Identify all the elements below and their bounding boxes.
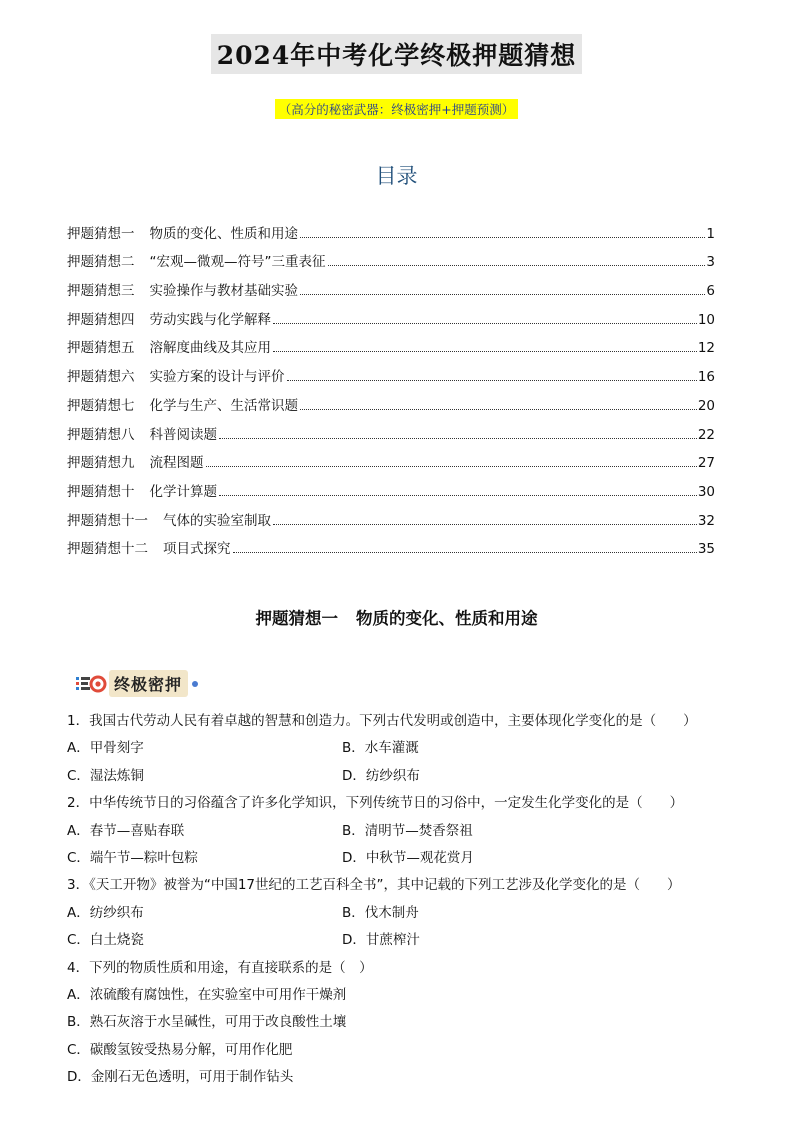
toc-leader-dots — [233, 551, 697, 553]
section-badge — [75, 670, 198, 697]
question-list — [67, 708, 727, 1091]
toc-entry-label: “宏观—微观—符号”三重表征 — [149, 254, 326, 271]
section-number: 押题猜想一 — [255, 609, 338, 628]
option-d: D．甘蔗榨汁 — [342, 932, 420, 949]
toc-entry-page: 22 — [697, 426, 715, 443]
toc-entry-page: 3 — [706, 254, 715, 271]
option-row — [67, 818, 727, 845]
toc-entry-number: 押题猜想七 — [67, 397, 135, 414]
toc-entry-number: 押题猜想十二 — [67, 541, 148, 558]
question-stem: 4．下列的物质性质和用途，有直接联系的是（ ） — [67, 959, 373, 976]
toc-leader-dots — [273, 350, 697, 352]
option-d: D．金刚石无色透明，可用于制作钻头 — [67, 1069, 294, 1086]
toc-entry[interactable] — [67, 270, 715, 299]
toc-entry-label: 实验操作与教材基础实验 — [149, 283, 298, 300]
option-row — [67, 763, 727, 790]
toc-entry-page: 16 — [697, 369, 715, 386]
question-stem: 2．中华传统节日的习俗蕴含了许多化学知识，下列传统节日的习俗中，一定发生化学变化的是（ ） — [67, 795, 684, 812]
option-b: B．水车灌溉 — [342, 740, 419, 757]
option-c: C．碳酸氢铵受热易分解，可用作化肥 — [67, 1041, 293, 1058]
toc-entry[interactable] — [67, 328, 715, 357]
option-a: A．浓硫酸有腐蚀性，在实验室中可用作干燥剂 — [67, 986, 347, 1003]
toc-entry-label: 溶解度曲线及其应用 — [149, 340, 271, 357]
document-title: 2024年中考化学终极押题猜想 — [211, 34, 583, 74]
toc-entry-page: 35 — [697, 541, 715, 558]
toc-entry-page: 10 — [697, 311, 715, 328]
toc-leader-dots — [300, 293, 705, 295]
question-stem: 3．《天工开物》被誉为“中国17世纪的工艺百科全书”，其中记载的下列工艺涉及化学变化的是（ ） — [67, 877, 681, 894]
toc-leader-dots — [273, 523, 697, 525]
toc-entry[interactable] — [67, 471, 715, 500]
toc-leader-dots — [328, 264, 706, 266]
toc-entry-page: 27 — [697, 455, 715, 472]
toc-entry[interactable] — [67, 414, 715, 443]
toc-entry-number: 押题猜想五 — [67, 340, 135, 357]
option-d: D．中秋节—观花赏月 — [342, 849, 474, 866]
title-wrap — [0, 34, 793, 74]
toc-entry[interactable] — [67, 213, 715, 242]
toc-entry-page: 20 — [697, 397, 715, 414]
option-d: D．纺纱织布 — [342, 767, 420, 784]
toc-entry-label: 实验方案的设计与评价 — [149, 369, 285, 386]
toc-entry-page: 6 — [706, 283, 715, 300]
toc-entry-label: 项目式探究 — [163, 541, 231, 558]
toc-entry-label: 化学与生产、生活常识题 — [149, 397, 298, 414]
option-b: B．伐木制舟 — [342, 904, 419, 921]
document-subtitle: （高分的秘密武器：终极密押+押题预测） — [275, 99, 518, 119]
toc-entry[interactable] — [67, 385, 715, 414]
option-row — [67, 927, 727, 954]
option-a: A．纺纱织布 — [67, 904, 144, 921]
toc-entry[interactable] — [67, 443, 715, 472]
toc-entry-page: 30 — [697, 483, 715, 500]
option-c: C．湿法炼铜 — [67, 767, 144, 784]
table-of-contents — [67, 213, 715, 557]
option-a: A．春节—喜贴春联 — [67, 822, 185, 839]
toc-entry-number: 押题猜想十 — [67, 483, 135, 500]
toc-entry[interactable] — [67, 529, 715, 558]
toc-entry-label: 化学计算题 — [149, 483, 217, 500]
toc-entry-number: 押题猜想九 — [67, 455, 135, 472]
option-b: B．清明节—焚香祭祖 — [342, 822, 473, 839]
option-row — [67, 900, 727, 927]
option-c: C．端午节—粽叶包粽 — [67, 849, 198, 866]
target-icon — [75, 671, 109, 697]
subtitle-wrap — [0, 99, 793, 119]
option-b: B．熟石灰溶于水呈碱性，可用于改良酸性土壤 — [67, 1014, 347, 1031]
toc-entry-number: 押题猜想六 — [67, 369, 135, 386]
option-row — [67, 845, 727, 872]
toc-leader-dots — [219, 437, 697, 439]
toc-leader-dots — [219, 494, 697, 496]
question-stem: 1．我国古代劳动人民有着卓越的智慧和创造力。下列古代发明或创造中，主要体现化学变化的是（ ） — [67, 713, 697, 729]
badge-dot — [192, 681, 198, 687]
toc-leader-dots — [287, 379, 697, 381]
toc-entry-number: 押题猜想一 — [67, 225, 135, 242]
toc-entry-label: 流程图题 — [149, 455, 204, 472]
toc-entry[interactable] — [67, 299, 715, 328]
toc-entry-label: 科普阅读题 — [149, 426, 217, 443]
toc-entry-number: 押题猜想三 — [67, 283, 135, 300]
toc-entry-label: 气体的实验室制取 — [163, 512, 271, 529]
section-title: 物质的变化、性质和用途 — [356, 609, 538, 628]
toc-entry[interactable] — [67, 500, 715, 529]
toc-entry-label: 物质的变化、性质和用途 — [149, 225, 298, 242]
option-c: C．白土烧瓷 — [67, 932, 144, 949]
option-row — [67, 735, 727, 762]
toc-entry[interactable] — [67, 242, 715, 271]
section-heading — [0, 605, 793, 629]
toc-leader-dots — [206, 465, 697, 467]
toc-entry[interactable] — [67, 356, 715, 385]
toc-entry-page: 32 — [697, 512, 715, 529]
toc-heading: 目录 — [375, 164, 418, 188]
toc-entry-page: 12 — [697, 340, 715, 357]
toc-leader-dots — [300, 236, 705, 238]
toc-entry-page: 1 — [706, 225, 715, 242]
toc-leader-dots — [300, 408, 697, 410]
badge-label: 终极密押 — [109, 670, 188, 697]
toc-entry-number: 押题猜想八 — [67, 426, 135, 443]
toc-entry-number: 押题猜想二 — [67, 254, 135, 271]
toc-entry-label: 劳动实践与化学解释 — [149, 311, 271, 328]
toc-leader-dots — [273, 322, 697, 324]
toc-entry-number: 押题猜想十一 — [67, 512, 148, 529]
toc-entry-number: 押题猜想四 — [67, 311, 135, 328]
option-a: A．甲骨刻字 — [67, 740, 144, 757]
